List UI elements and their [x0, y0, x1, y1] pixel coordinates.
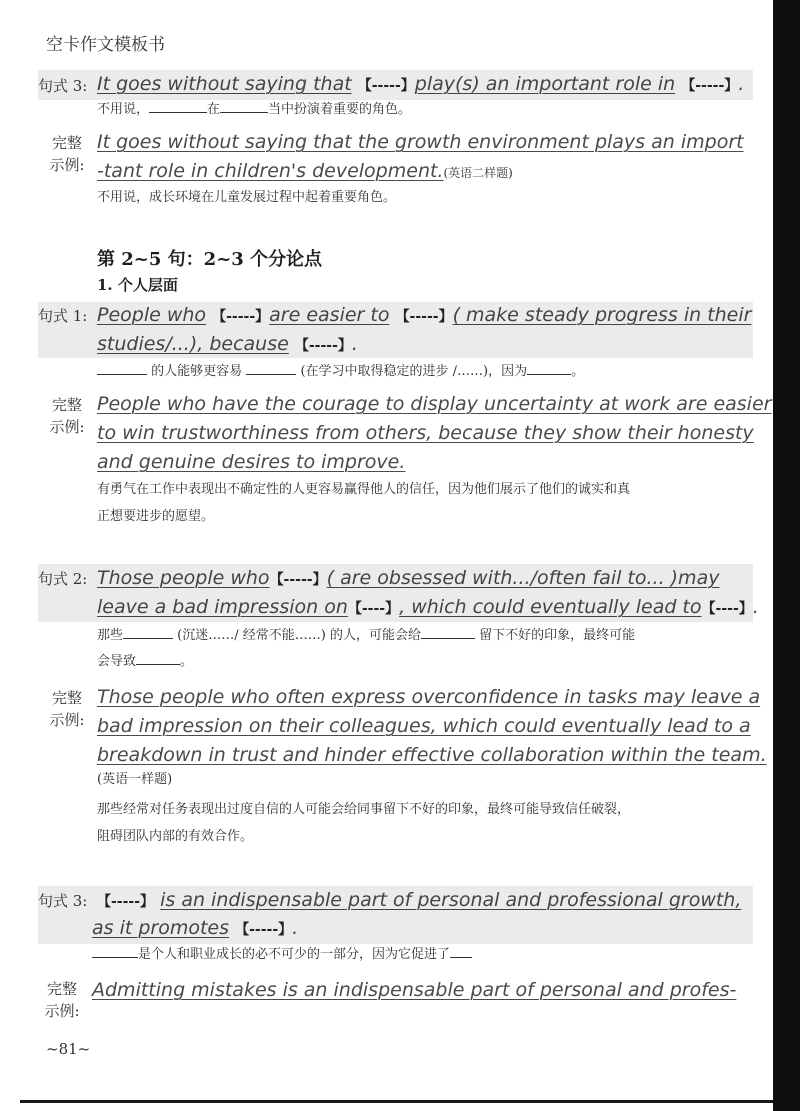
- example-text: Admitting mistakes is an indispensable part of personal and profes-: [92, 979, 737, 1001]
- blank-bracket: 【-----】: [97, 894, 155, 910]
- example-line: [97, 157, 513, 187]
- full-example-label: [47, 687, 87, 731]
- pattern-label: 句式 2:: [38, 570, 88, 588]
- example-line: [97, 390, 771, 418]
- label-line: 完整: [46, 980, 77, 998]
- example-line: [92, 976, 736, 1004]
- template-sentence: [97, 886, 741, 916]
- translation-text: (在学习中取得稳定的进步 /……)，因为: [300, 364, 528, 379]
- label-line: 示例:: [49, 156, 85, 174]
- translation-text: 。: [571, 364, 585, 379]
- example-line: [97, 128, 744, 156]
- blank-bracket: 【-----】: [294, 338, 352, 354]
- template-translation: [97, 626, 635, 646]
- template-sentence: [97, 70, 744, 100]
- full-example-label: [47, 394, 87, 438]
- fill-blank: [246, 362, 296, 375]
- template-text: It goes without saying that: [97, 73, 352, 95]
- template-text: People who: [97, 304, 207, 326]
- fill-blank: [123, 626, 173, 639]
- label-line: 完整: [51, 134, 82, 152]
- template-text: leave a bad impression on: [97, 596, 348, 618]
- pattern-label: 句式 3:: [38, 77, 88, 95]
- example-translation: 阻碍团队内部的有效合作。: [97, 829, 254, 844]
- template-sentence: [97, 593, 759, 623]
- example-text: Those people who often express overconfidence in tasks may leave a: [97, 686, 761, 708]
- fill-blank: [97, 362, 147, 375]
- template-text: .: [738, 73, 745, 95]
- blank-bracket: 【-----】: [269, 572, 327, 588]
- example-text: breakdown in trust and hinder effective collaboration within the team.: [97, 744, 767, 766]
- subsection-heading: 1. 个人层面: [97, 276, 178, 294]
- bottom-rule: [20, 1100, 773, 1103]
- full-example-label: [42, 978, 82, 1022]
- blank-bracket: 【----】: [701, 601, 753, 617]
- blank-bracket: 【----】: [347, 601, 400, 617]
- template-text: studies/...), because: [97, 333, 289, 355]
- pattern-label: 句式 3:: [38, 892, 88, 910]
- example-text: bad impression on their colleagues, which could eventually lead to a: [97, 715, 751, 737]
- template-text: as it promotes: [92, 917, 230, 939]
- fill-blank: [220, 100, 268, 113]
- fill-blank: [421, 626, 475, 639]
- blank-bracket: 【-----】: [212, 309, 270, 325]
- translation-text: 那些: [97, 628, 124, 643]
- label-line: 完整: [51, 396, 82, 414]
- template-text: ( make steady progress in their: [452, 304, 752, 326]
- template-translation: [97, 100, 411, 120]
- book-title: 空卡作文模板书: [46, 35, 165, 55]
- fill-blank: [92, 945, 138, 958]
- label-line: 示例:: [49, 711, 85, 729]
- template-translation: [92, 945, 472, 965]
- translation-text: 会导致: [97, 654, 137, 669]
- example-line: [97, 448, 405, 476]
- example-text: and genuine desires to improve.: [97, 451, 406, 473]
- example-translation: 不用说，成长环境在儿童发展过程中起着重要角色。: [97, 190, 397, 205]
- translation-text: 留下不好的印象，最终可能: [479, 628, 636, 643]
- blank-bracket: 【-----】: [357, 78, 415, 94]
- template-translation: [97, 652, 193, 672]
- scan-edge-shadow: [773, 0, 800, 1111]
- fill-blank: [149, 100, 207, 113]
- example-text: People who have the courage to display uncertainty at work are easier: [97, 393, 772, 415]
- blank-bracket: 【-----】: [395, 309, 453, 325]
- pattern-label: 句式 1:: [38, 307, 88, 325]
- example-text: It goes without saying that the growth environment plays an import: [97, 131, 744, 153]
- translation-text: 在: [207, 102, 221, 117]
- translation-text: 不用说，: [97, 102, 150, 117]
- template-text: .: [752, 596, 759, 618]
- example-line: [97, 712, 751, 740]
- translation-text: 的人能够更容易: [151, 364, 243, 379]
- label-line: 示例:: [44, 1002, 80, 1020]
- example-translation: 正想要进步的愿望。: [97, 509, 215, 524]
- translation-text: (沉迷……/ 经常不能……) 的人，可能会给: [177, 628, 421, 643]
- page-number: ~81~: [46, 1040, 91, 1058]
- blank-bracket: 【-----】: [235, 922, 293, 938]
- example-text: -tant role in children's development.: [97, 160, 444, 182]
- section-heading: 第 2~5 句：2~3 个分论点: [97, 249, 323, 270]
- translation-text: 当中扮演着重要的角色。: [268, 102, 412, 117]
- template-text: .: [292, 917, 299, 939]
- fill-blank: [136, 652, 180, 665]
- template-text: is an indispensable part of personal and professional growth,: [160, 889, 742, 911]
- label-line: 示例:: [49, 418, 85, 436]
- example-line: [97, 741, 767, 769]
- fill-blank: [450, 945, 472, 958]
- full-example-label: [47, 132, 87, 176]
- template-text: are easier to: [269, 304, 390, 326]
- example-translation: 那些经常对任务表现出过度自信的人可能会给同事留下不好的印象，最终可能导致信任破裂，: [97, 802, 631, 817]
- template-text: , which could eventually lead to: [399, 596, 702, 618]
- template-sentence: [92, 914, 298, 944]
- template-text: .: [351, 333, 358, 355]
- template-sentence: [97, 330, 358, 360]
- template-text: play(s) an important role in: [414, 73, 676, 95]
- template-translation: [97, 362, 584, 382]
- template-text: ( are obsessed with.../often fail to... )may: [326, 567, 720, 589]
- blank-bracket: 【-----】: [681, 78, 739, 94]
- example-translation: 有勇气在工作中表现出不确定性的人更容易赢得他人的信任，因为他们展示了他们的诚实和真: [97, 482, 631, 497]
- example-source: (英语一样题): [97, 772, 173, 787]
- translation-text: 。: [180, 654, 194, 669]
- example-text: to win trustworthiness from others, because they show their honesty: [97, 422, 754, 444]
- label-line: 完整: [51, 689, 82, 707]
- template-sentence: [97, 301, 751, 331]
- fill-blank: [527, 362, 571, 375]
- translation-text: 是个人和职业成长的必不可少的一部分，因为它促进了: [138, 947, 451, 962]
- example-line: [97, 683, 760, 711]
- template-text: Those people who: [97, 567, 270, 589]
- example-line: [97, 419, 754, 447]
- template-sentence: [97, 564, 719, 594]
- example-source: (英语二样题): [443, 166, 513, 180]
